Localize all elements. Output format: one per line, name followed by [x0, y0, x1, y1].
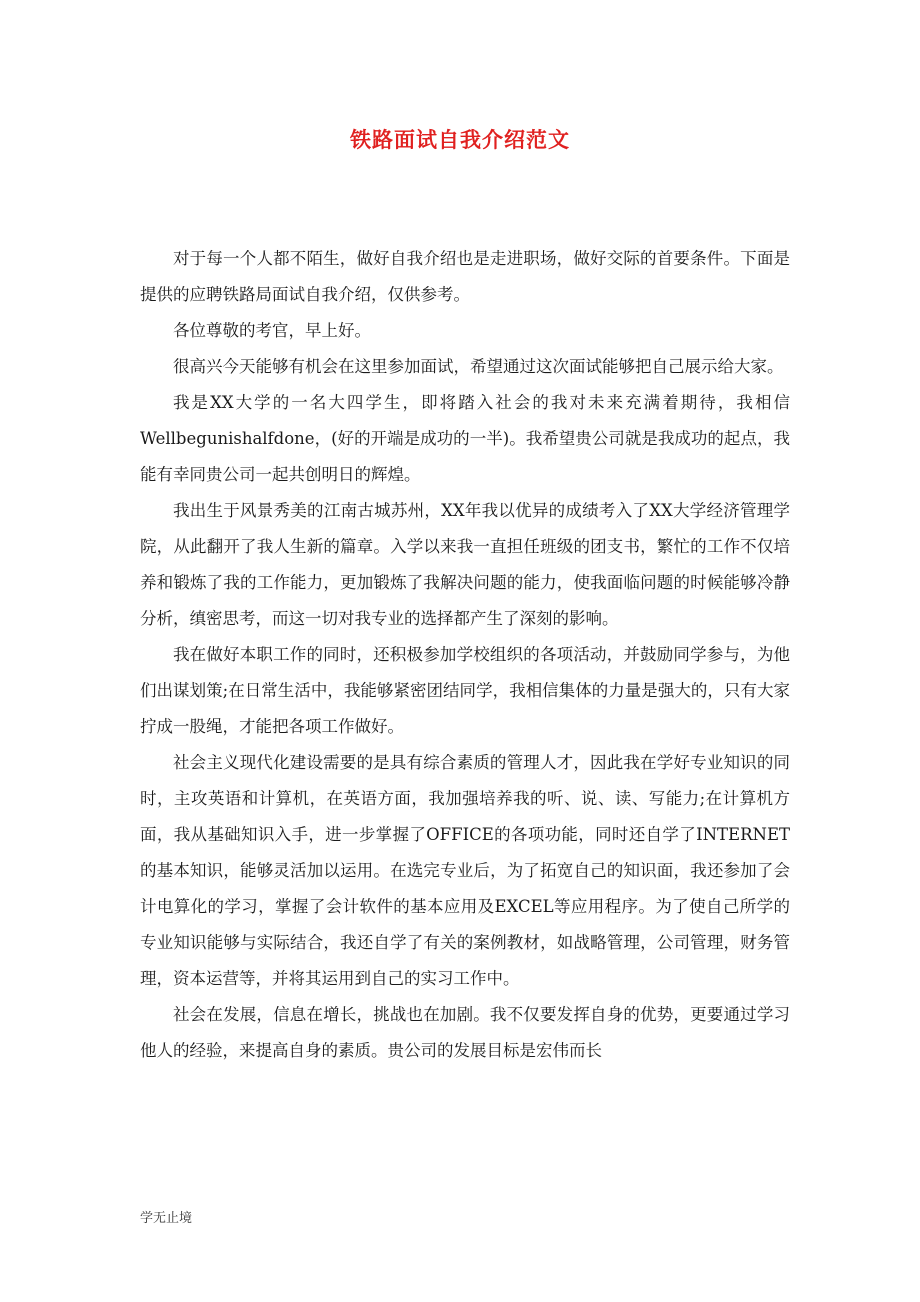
- paragraph-opening: 很高兴今天能够有机会在这里参加面试，希望通过这次面试能够把自己展示给大家。: [173, 357, 784, 376]
- paragraph-greeting: 各位尊敬的考官，早上好。: [173, 321, 371, 340]
- document-body: [140, 241, 790, 1069]
- page-footer: 学无止境: [140, 1211, 193, 1226]
- paragraph-development: 社会在发展，信息在增长，挑战也在加剧。我不仅要发挥自身的优势，更要通过学习他人的经验，来提高自身的素质。贵公司的发展目标是宏伟而长: [140, 1005, 790, 1060]
- paragraph-skills: 社会主义现代化建设需要的是具有综合素质的管理人才，因此我在学好专业知识的同时，主攻英语和计算机，在英语方面，我加强培养我的听、说、读、写能力;在计算机方面，我从基础知识入手，进一步掌握了OFFICE的各项功能，同时还自学了INTERNET的基本知识，能够灵活加以运用。在选完专业后，为了拓宽自己的知识面，我还参加了会计电算化的学习，掌握了会计软件的基本应用及EXCEL等应用程序。为了使自己所学的专业知识能够与实际结合，我还自学了有关的案例教材，如战略管理，公司管理，财务管理，资本运营等，并将其运用到自己的实习工作中。: [140, 753, 790, 988]
- paragraph-background: 我出生于风景秀美的江南古城苏州，XX年我以优异的成绩考入了XX大学经济管理学院，从此翻开了我人生新的篇章。入学以来我一直担任班级的团支书，繁忙的工作不仅培养和锻炼了我的工作能力，更加锻炼了我解决问题的能力，使我面临问题的时候能够冷静分析，缜密思考，而这一切对我专业的选择都产生了深刻的影响。: [140, 501, 790, 628]
- paragraph-intro: 对于每一个人都不陌生，做好自我介绍也是走进职场，做好交际的首要条件。下面是提供的应聘铁路局面试自我介绍，仅供参考。: [140, 249, 790, 304]
- document-title: 铁路面试自我介绍范文: [350, 128, 570, 152]
- paragraph-activities: 我在做好本职工作的同时，还积极参加学校组织的各项活动，并鼓励同学参与，为他们出谋划策;在日常生活中，我能够紧密团结同学，我相信集体的力量是强大的，只有大家拧成一股绳，才能把各项工作做好。: [140, 645, 790, 736]
- paragraph-self: 我是XX大学的一名大四学生，即将踏入社会的我对未来充满着期待，我相信Wellbegunishalfdone，(好的开端是成功的一半)。我希望贵公司就是我成功的起点，我能有幸同贵公司一起共创明日的辉煌。: [140, 393, 790, 484]
